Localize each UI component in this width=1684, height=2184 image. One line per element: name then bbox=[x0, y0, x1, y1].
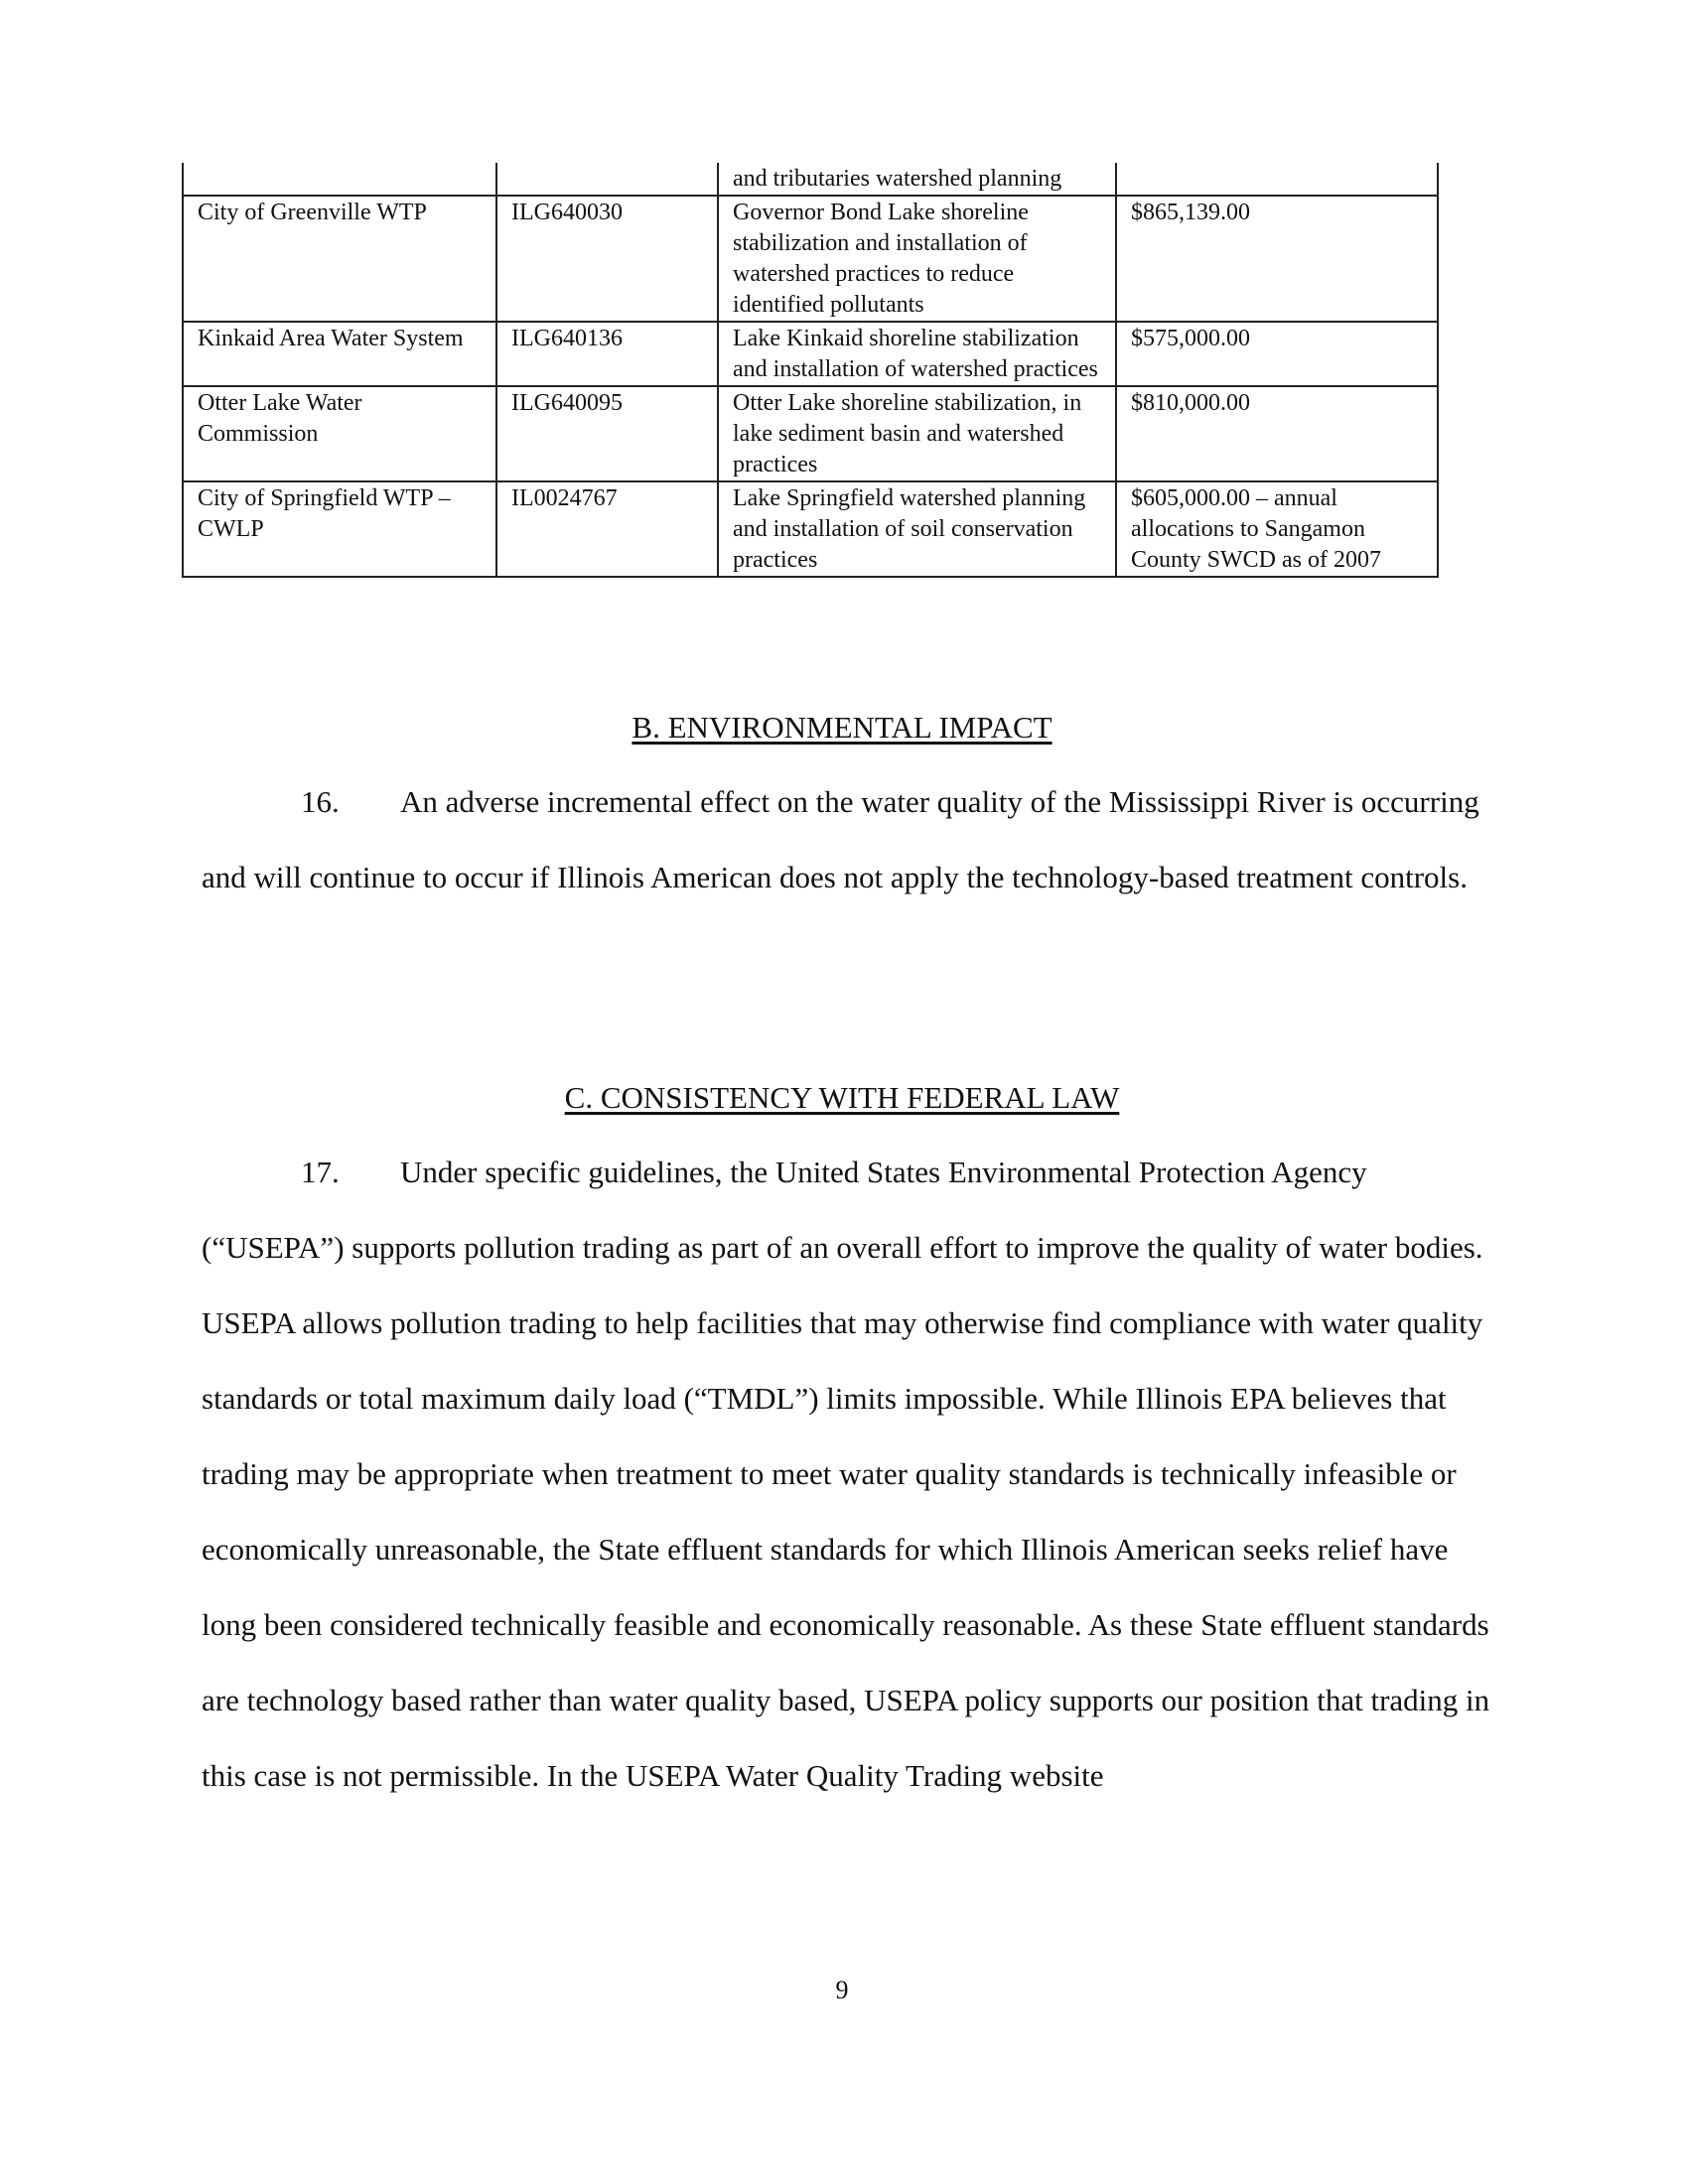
entity-cell: City of Greenville WTP bbox=[183, 196, 496, 322]
section-c-heading: C. CONSISTENCY WITH FEDERAL LAW bbox=[564, 1080, 1120, 1115]
amount-cell: $810,000.00 bbox=[1116, 386, 1438, 481]
permit-cell: ILG640095 bbox=[496, 386, 718, 481]
table-row bbox=[183, 322, 1438, 386]
page-number: 9 bbox=[835, 1976, 849, 2004]
table-row bbox=[183, 386, 1438, 481]
paragraph-16 bbox=[202, 764, 1492, 915]
project-cell: and tributaries watershed planning bbox=[718, 163, 1116, 196]
entity-cell bbox=[183, 163, 496, 196]
table-row bbox=[183, 163, 1438, 196]
funding-table bbox=[182, 163, 1439, 578]
permit-cell: ILG640030 bbox=[496, 196, 718, 322]
paragraph-text: Under specific guidelines, the United States Environmental Protection Agency (“USEPA”) supports pollution trading as part of an overall effort to improve the quality of water bodies. USEPA allows pollution trading to help facilities that may otherwise find compliance with water quality standards or total maximum daily load (“TMDL”) limits impossible. While Illinois EPA believes that trading may be appropriate when treatment to meet water quality standards is technically infeasible or economically unreasonable, the State effluent standards for which Illinois American seeks relief have long been considered technically feasible and economically reasonable. As these State effluent standards are technology based rather than water quality based, USEPA policy supports our position that trading in this case is not permissible. In the USEPA Water Quality Trading website bbox=[202, 1155, 1490, 1793]
amount-cell: $865,139.00 bbox=[1116, 196, 1438, 322]
amount-cell bbox=[1116, 163, 1438, 196]
permit-cell: IL0024767 bbox=[496, 481, 718, 577]
project-cell: Lake Springfield watershed planning and installation of soil conservation practices bbox=[718, 481, 1116, 577]
paragraph-17 bbox=[202, 1135, 1492, 1814]
paragraph-text: An adverse incremental effect on the water quality of the Mississippi River is occurring and will continue to occur if Illinois American does not apply the technology-based treatment controls. bbox=[202, 784, 1479, 894]
project-cell: Otter Lake shoreline stabilization, in lake sediment basin and watershed practices bbox=[718, 386, 1116, 481]
project-cell: Lake Kinkaid shoreline stabilization and installation of watershed practices bbox=[718, 322, 1116, 386]
permit-cell: ILG640136 bbox=[496, 322, 718, 386]
permit-cell bbox=[496, 163, 718, 196]
section-b-heading: B. ENVIRONMENTAL IMPACT bbox=[632, 710, 1052, 745]
table-row bbox=[183, 196, 1438, 322]
amount-cell: $575,000.00 bbox=[1116, 322, 1438, 386]
paragraph-number: 16. bbox=[301, 784, 340, 819]
paragraph-number: 17. bbox=[301, 1155, 340, 1189]
amount-cell: $605,000.00 – annual allocations to Sangamon County SWCD as of 2007 bbox=[1116, 481, 1438, 577]
project-cell: Governor Bond Lake shoreline stabilization and installation of watershed practices to reduce identified pollutants bbox=[718, 196, 1116, 322]
table-row bbox=[183, 481, 1438, 577]
entity-cell: Otter Lake Water Commission bbox=[183, 386, 496, 481]
entity-cell: Kinkaid Area Water System bbox=[183, 322, 496, 386]
entity-cell: City of Springfield WTP – CWLP bbox=[183, 481, 496, 577]
